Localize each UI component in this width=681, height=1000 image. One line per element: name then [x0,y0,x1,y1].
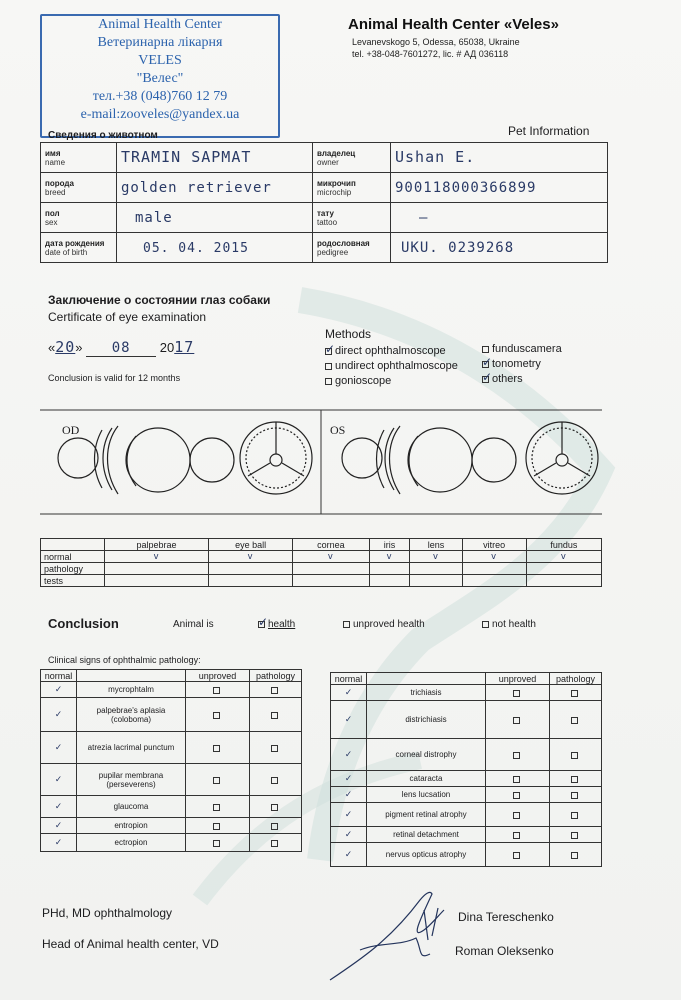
signer-position: Head of Animal health center, VD [42,937,219,951]
normal-check-cell[interactable]: ✓ [41,834,77,852]
normal-check-cell[interactable]: ✓ [41,818,77,834]
exam-col-iris: iris [369,539,410,551]
method-label: funduscamera [492,343,562,355]
signer-name-1: Dina Tereschenko [458,910,554,924]
normal-check-cell[interactable]: ✓ [41,682,77,698]
clinical-sign-label: cataracta [367,771,486,787]
pathology-checkbox[interactable] [571,717,578,724]
exam-cell[interactable]: v [526,551,601,563]
pathology-checkbox[interactable] [571,752,578,759]
clinical-row [331,843,602,867]
normal-check-cell[interactable]: ✓ [41,698,77,732]
clinical-sign-label: palpebrae's aplasia (coloboma) [77,698,186,732]
normal-check-cell[interactable]: ✓ [331,803,367,827]
stamp-line3: VELES [138,53,182,68]
clinical-row [331,771,602,787]
exam-cell[interactable] [526,563,601,575]
exam-row: pathology [41,563,602,575]
dob-value: 05. 04. 2015 [143,240,249,256]
exam-col-lens: lens [410,539,462,551]
exam-row: normal v v v v v v v [41,551,602,563]
animal-info-table: имя name TRAMIN SAPMAT владелец owner Ushan E. порода breed golden retriever микрочип microchip 900118000366899 пол sex male тату tattoo — дата рождения date of birth 05. 04. 2015 родословная pedigree UKU. 0239268 [40,142,608,263]
exam-cell[interactable] [410,575,462,587]
normal-check-cell[interactable]: ✓ [41,796,77,818]
pathology-checkbox[interactable] [571,812,578,819]
pathology-checkbox[interactable] [571,852,578,859]
breed-value: golden retriever [121,179,272,196]
animal-is-label: Animal is [173,619,214,630]
clinical-row [331,803,602,827]
exam-cell[interactable] [293,563,369,575]
clinical-row [331,739,602,771]
unproved-checkbox[interactable] [513,776,520,783]
clinical-sign-label: districhiasis [367,701,486,739]
unproved-checkbox[interactable] [513,752,520,759]
exam-cell[interactable] [105,563,209,575]
pathology-checkbox[interactable] [271,777,278,784]
eye-diagram [40,408,602,518]
health-checkbox[interactable] [258,621,265,628]
clinical-sign-label: atrezia lacrimal punctum [77,732,186,764]
unproved-checkbox[interactable] [213,712,220,719]
stamp-line2: Ветеринарна лікарня [97,35,223,50]
clinical-sign-label: corneal distrophy [367,739,486,771]
od-eye-drawing [58,422,312,494]
exam-cell[interactable]: v [462,551,526,563]
exam-col-palpebrae: palpebrae [105,539,209,551]
unproved-checkbox[interactable] [513,832,520,839]
method-undirect-ophthalmoscope[interactable] [325,360,458,372]
exam-row: tests [41,575,602,587]
clinical-title: Clinical signs of ophthalmic pathology: [48,655,201,665]
pathology-checkbox[interactable] [271,712,278,719]
clinical-header [77,670,186,682]
clinical-row [41,698,302,732]
unproved-checkbox[interactable] [213,687,220,694]
clinical-table-right [330,672,602,867]
certificate-title-ru: Заключение о состоянии глаз собаки [48,293,271,307]
unproved-checkbox[interactable] [213,840,220,847]
clinical-header: normal [41,670,77,682]
exam-month: 08 [111,340,131,356]
exam-col-fundus: fundus [526,539,601,551]
not-health-checkbox[interactable] [482,621,489,628]
exam-cell[interactable] [462,575,526,587]
pet-info-heading: Pet Information [508,124,590,138]
exam-col-cornea: cornea [293,539,369,551]
pathology-checkbox[interactable] [571,776,578,783]
clinical-row [41,732,302,764]
pathology-checkbox[interactable] [271,804,278,811]
clinical-header: normal [331,673,367,685]
unproved-checkbox[interactable] [513,717,520,724]
normal-check-cell[interactable]: ✓ [331,827,367,843]
clinic-address: Levanevskogo 5, Odessa, 65038, Ukraine [352,37,520,47]
sex-value: male [135,209,173,226]
clinical-header: unproved [186,670,250,682]
unproved-checkbox[interactable] [513,852,520,859]
method-checkbox[interactable] [482,376,489,383]
clinical-row [331,787,602,803]
pathology-checkbox[interactable] [571,832,578,839]
clinical-sign-label: pupilar membrana (perseverens) [77,764,186,796]
exam-year: 17 [174,338,195,356]
option-health[interactable]: ✓ health [258,619,295,630]
clinical-sign-label: pigment retinal atrophy [367,803,486,827]
method-funduscamera[interactable] [482,343,562,355]
name-value: TRAMIN SAPMAT [121,148,252,166]
unproved-checkbox[interactable] [213,745,220,752]
unproved-checkbox[interactable] [513,792,520,799]
normal-check-cell[interactable]: ✓ [331,739,367,771]
normal-check-cell[interactable]: ✓ [41,764,77,796]
exam-cell[interactable]: v [293,551,369,563]
method-checkbox[interactable] [482,361,489,368]
method-checkbox[interactable] [325,348,332,355]
normal-check-cell[interactable]: ✓ [331,843,367,867]
exam-cell[interactable] [462,563,526,575]
exam-cell[interactable] [293,575,369,587]
exam-cell[interactable]: v [105,551,209,563]
method-label: undirect ophthalmoscope [335,360,458,372]
clinical-row [331,827,602,843]
method-tonometry[interactable] [482,358,541,370]
normal-check-cell[interactable]: ✓ [331,787,367,803]
clinical-header: unproved [486,673,550,685]
method-checkbox[interactable] [482,346,489,353]
conclusion-title: Conclusion [48,616,119,631]
clinical-row [41,764,302,796]
clinical-row [41,834,302,852]
clinical-row [331,685,602,701]
signer-name-2: Roman Oleksenko [455,944,554,958]
pathology-checkbox[interactable] [271,823,278,830]
exam-cell[interactable]: v [369,551,410,563]
stamp-line4: "Велес" [136,71,184,86]
clinical-row [331,701,602,739]
exam-col-eye-ball: eye ball [209,539,293,551]
pathology-checkbox[interactable] [571,690,578,697]
clinical-sign-label: ectropion [77,834,186,852]
clinical-row [41,796,302,818]
exam-cell[interactable] [369,575,410,587]
pathology-checkbox[interactable] [571,792,578,799]
method-gonioscope[interactable] [325,375,391,387]
clinical-sign-label: mycrophtalm [77,682,186,698]
normal-check-cell[interactable]: ✓ [41,732,77,764]
exam-cell[interactable] [369,563,410,575]
os-eye-drawing [342,422,598,494]
method-direct-ophthalmoscope[interactable] [325,345,446,357]
unproved-checkbox[interactable] [213,804,220,811]
tattoo-value: — [419,209,429,226]
pathology-checkbox[interactable] [271,745,278,752]
normal-check-cell[interactable]: ✓ [331,701,367,739]
unproved-checkbox[interactable] [213,777,220,784]
clinical-sign-label: nervus opticus atrophy [367,843,486,867]
clinical-header: pathology [550,673,602,685]
exam-cell[interactable] [105,575,209,587]
signature [320,880,460,990]
method-label: others [492,373,523,385]
exam-col-vitreo: vitreo [462,539,526,551]
certificate-title-en: Certificate of eye examination [48,310,207,324]
exam-cell[interactable] [209,563,293,575]
method-label: direct ophthalmoscope [335,345,446,357]
clinical-row [41,818,302,834]
normal-check-cell[interactable]: ✓ [331,771,367,787]
od-label: OD [62,423,80,437]
exam-cell[interactable]: v [209,551,293,563]
exam-cell[interactable] [526,575,601,587]
clinical-header [367,673,486,685]
signer-degree: PHd, MD ophthalmology [42,906,173,920]
unproved-checkbox[interactable] [513,812,520,819]
unproved-checkbox[interactable] [213,823,220,830]
clinical-sign-label: lens lucsation [367,787,486,803]
exam-cell[interactable] [410,563,462,575]
clinical-row [41,682,302,698]
clinic-phone: tel. +38-048-7601272, lic. # АД 036118 [352,49,509,59]
method-label: tonometry [492,358,541,370]
pedigree-value: UKU. 0239268 [401,239,515,256]
exam-day: 20 [55,338,76,356]
microchip-value: 900118000366899 [395,179,537,196]
method-checkbox[interactable] [325,378,332,385]
pathology-checkbox[interactable] [271,840,278,847]
methods-title: Methods [325,327,372,341]
exam-table [40,538,602,587]
normal-check-cell[interactable]: ✓ [331,685,367,701]
owner-value: Ushan E. [395,148,476,166]
unproved-health-checkbox[interactable] [343,621,350,628]
pathology-checkbox[interactable] [271,687,278,694]
option-not-health[interactable]: not health [482,619,536,630]
method-label: gonioscope [335,375,392,387]
method-others[interactable] [482,373,523,385]
clinic-title: Animal Health Center «Veles» [348,16,559,33]
clinical-table-left [40,669,302,852]
method-checkbox[interactable] [325,363,332,370]
option-unproved-health[interactable]: unproved health [343,619,425,630]
stamp-line5: тел.+38 (048)760 12 79 [92,89,228,104]
clinical-header: pathology [250,670,302,682]
unproved-checkbox[interactable] [513,690,520,697]
animal-section-heading: Сведения о животном [48,130,158,141]
clinical-sign-label: trichiasis [367,685,486,701]
os-label: OS [330,423,346,437]
validity-note: Conclusion is valid for 12 months [48,373,181,383]
clinical-sign-label: retinal detachment [367,827,486,843]
clinical-sign-label: entropion [77,818,186,834]
exam-cell[interactable]: v [410,551,462,563]
exam-date: «20» 08 2017 [48,338,195,356]
clinical-sign-label: glaucoma [77,796,186,818]
clinic-stamp [40,14,280,138]
exam-cell[interactable] [209,575,293,587]
stamp-line1: Animal Health Center [98,17,222,32]
stamp-line6: e-mail:zooveles@yandex.ua [80,107,240,122]
